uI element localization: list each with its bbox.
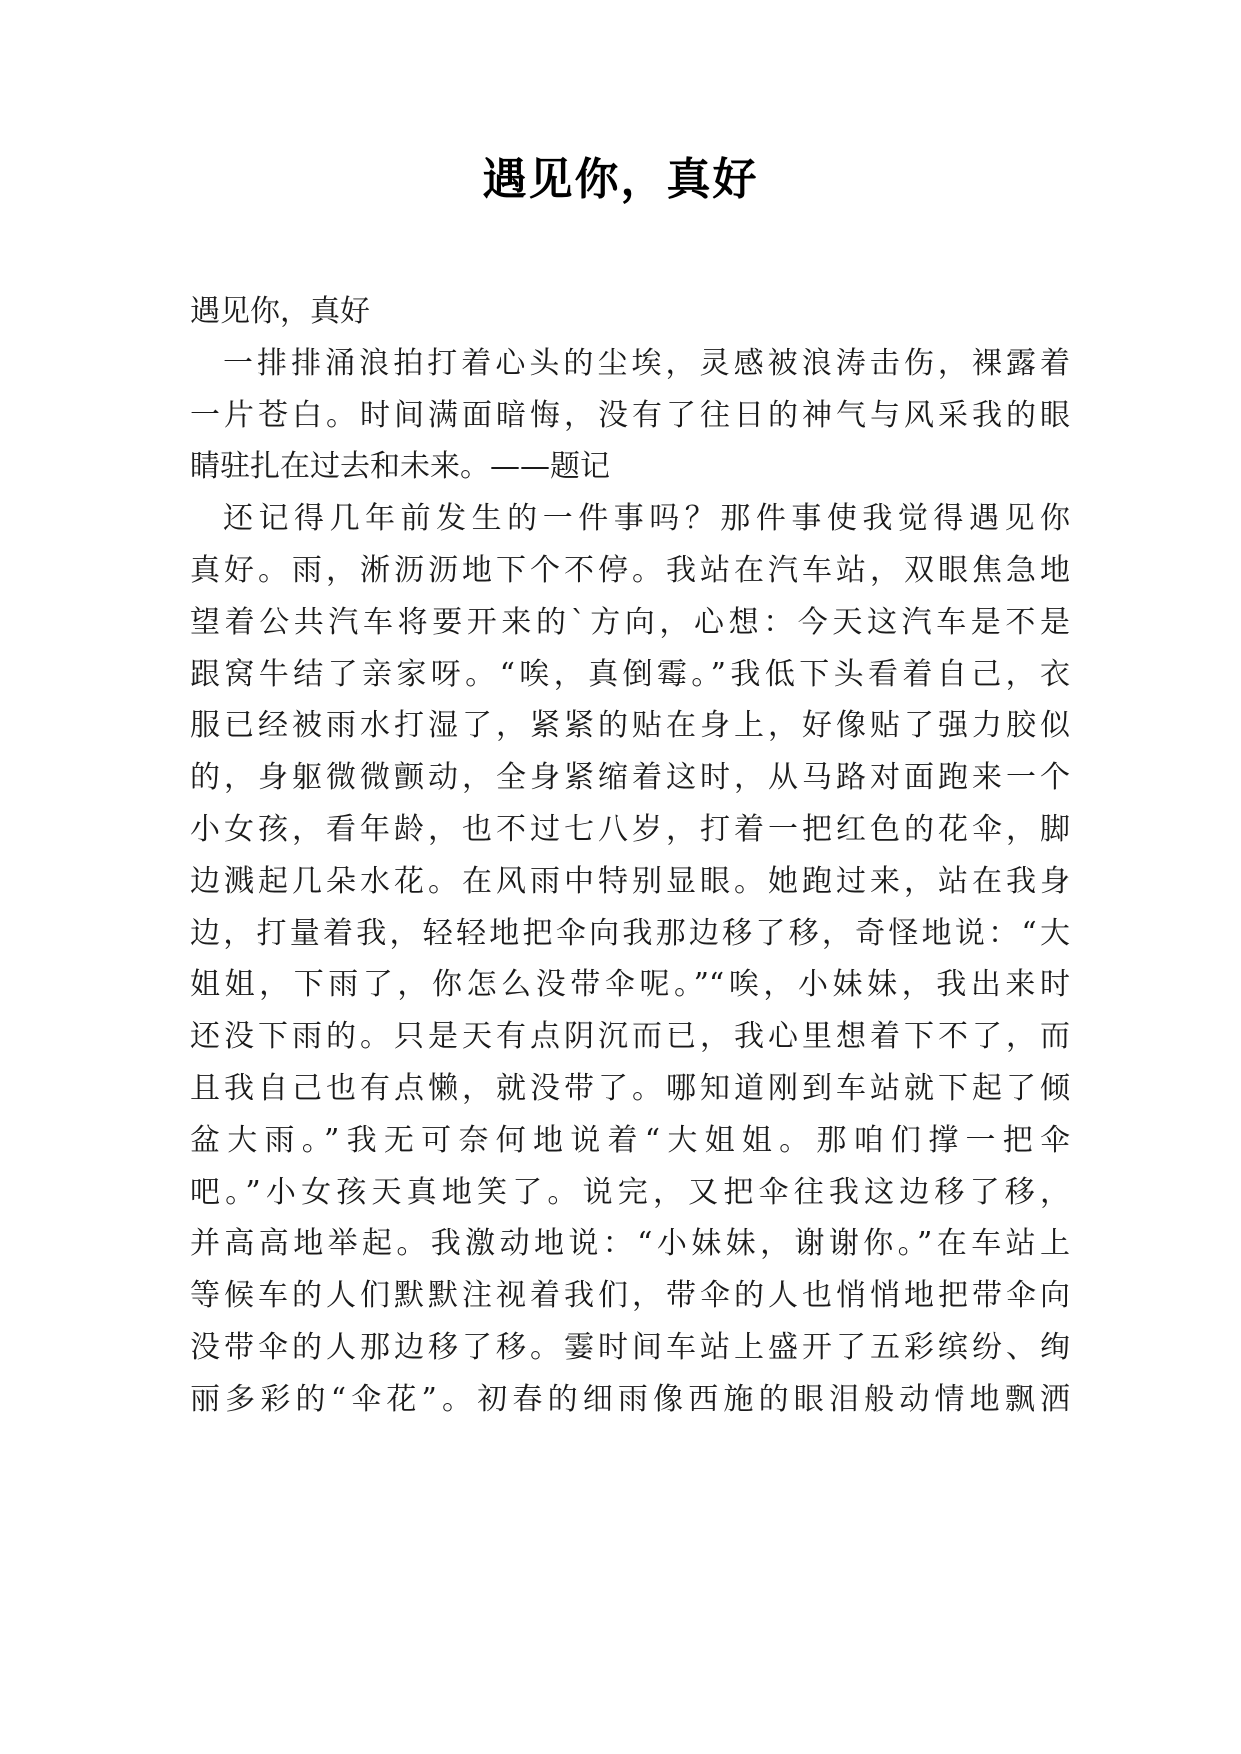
epigraph-line: 一片苍白。时间满面暗悔，没有了往日的神气与风采我的眼 bbox=[190, 397, 1070, 433]
paragraph-line: 边，打量着我，轻轻地把伞向我那边移了移，奇怪地说：“大 bbox=[190, 915, 1070, 951]
paragraph-line: 还记得几年前发生的一件事吗？那件事使我觉得遇见你 bbox=[223, 501, 1070, 537]
paragraph-line: 丽多彩的“伞花”。初春的细雨像西施的眼泪般动情地飘洒 bbox=[190, 1381, 1070, 1417]
epigraph-line: 睛驻扎在过去和未来。——题记 bbox=[190, 449, 610, 485]
paragraph-line: 服已经被雨水打湿了，紧紧的贴在身上，好像贴了强力胶似 bbox=[190, 708, 1070, 744]
article-subtitle-line: 遇见你，真好 bbox=[190, 294, 370, 329]
paragraph-line: 没带伞的人那边移了移。霎时间车站上盛开了五彩缤纷、绚 bbox=[190, 1329, 1070, 1365]
paragraph-line: 等候车的人们默默注视着我们，带伞的人也悄悄地把带伞向 bbox=[190, 1278, 1070, 1314]
paragraph-line: 并高高地举起。我激动地说：“小妹妹，谢谢你。”在车站上 bbox=[190, 1226, 1070, 1262]
paragraph-line: 小女孩，看年龄，也不过七八岁，打着一把红色的花伞，脚 bbox=[190, 811, 1070, 847]
document-title: 遇见你，真好 bbox=[482, 154, 759, 205]
paragraph-line: 望着公共汽车将要开来的`方向，心想：今天这汽车是不是 bbox=[190, 604, 1070, 640]
paragraph-line: 的，身躯微微颤动，全身紧缩着这时，从马路对面跑来一个 bbox=[190, 760, 1070, 796]
paragraph-line: 边溅起几朵水花。在风雨中特别显眼。她跑过来，站在我身 bbox=[190, 863, 1070, 899]
paragraph-line: 吧。”小女孩天真地笑了。说完，又把伞往我这边移了移， bbox=[190, 1174, 1070, 1210]
epigraph-line: 一排排涌浪拍打着心头的尘埃，灵感被浪涛击伤，裸露着 bbox=[223, 345, 1070, 381]
paragraph-line: 还没下雨的。只是天有点阴沉而已，我心里想着下不了，而 bbox=[190, 1019, 1070, 1055]
article-body bbox=[190, 286, 1070, 1426]
paragraph-line: 姐姐，下雨了，你怎么没带伞呢。”“唉，小妹妹，我出来时 bbox=[190, 967, 1070, 1003]
paragraph-line: 且我自己也有点懒，就没带了。哪知道刚到车站就下起了倾 bbox=[190, 1070, 1070, 1106]
paragraph-line: 盆大雨。”我无可奈何地说着“大姐姐。那咱们撑一把伞 bbox=[190, 1122, 1070, 1158]
paragraph-line: 跟窝牛结了亲家呀。“唉，真倒霉。”我低下头看着自己，衣 bbox=[190, 656, 1070, 692]
paragraph-line: 真好。雨，淅沥沥地下个不停。我站在汽车站，双眼焦急地 bbox=[190, 552, 1070, 588]
